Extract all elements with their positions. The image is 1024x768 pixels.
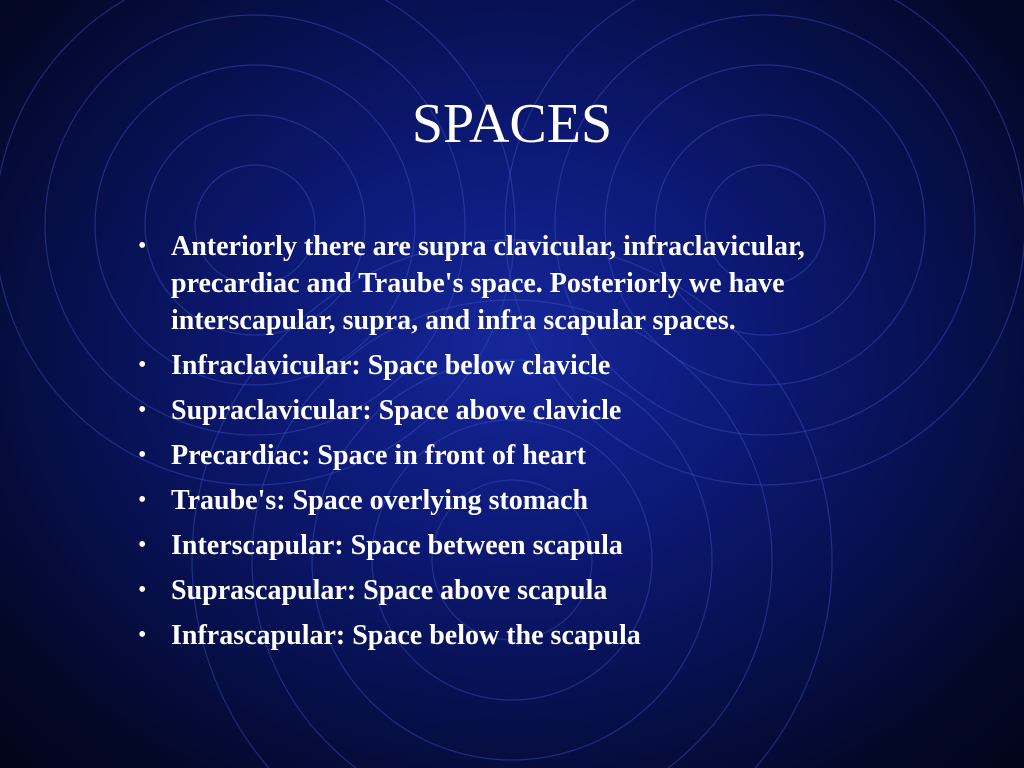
bullet-text: Suprascapular: Space above scapula xyxy=(171,575,608,606)
bullet-text: Precardiac: Space in front of heart xyxy=(171,440,586,471)
bullet-text: Anteriorly there are supra clavicular, infraclavicular, precardiac and Traube's space. Posteriorly we have interscapular, supra, and infra scapular spaces. xyxy=(171,231,805,336)
bullet-text: Infrascapular: Space below the scapula xyxy=(171,620,641,651)
bullet-icon: • xyxy=(138,442,147,468)
bullet-item xyxy=(138,572,918,609)
bullet-text: Supraclavicular: Space above clavicle xyxy=(171,395,622,426)
bullet-icon: • xyxy=(138,397,147,423)
bullet-text: Interscapular: Space between scapula xyxy=(171,530,623,561)
bullet-text: Infraclavicular: Space below clavicle xyxy=(171,350,611,381)
bullet-icon: • xyxy=(138,233,147,259)
bullet-icon: • xyxy=(138,577,147,603)
bullet-item xyxy=(138,437,918,474)
bullet-item xyxy=(138,347,918,384)
bullet-icon: • xyxy=(138,487,147,513)
bullet-item xyxy=(138,228,918,339)
bullet-icon: • xyxy=(138,352,147,378)
bullet-item xyxy=(138,482,918,519)
bullet-item xyxy=(138,392,918,429)
bullet-icon: • xyxy=(138,532,147,558)
bullet-item xyxy=(138,527,918,564)
bullet-text: Traube's: Space overlying stomach xyxy=(171,485,589,516)
slide-title: SPACES xyxy=(411,93,613,155)
bullet-item xyxy=(138,617,918,654)
bullet-icon: • xyxy=(138,622,147,648)
bullet-list xyxy=(138,228,918,662)
